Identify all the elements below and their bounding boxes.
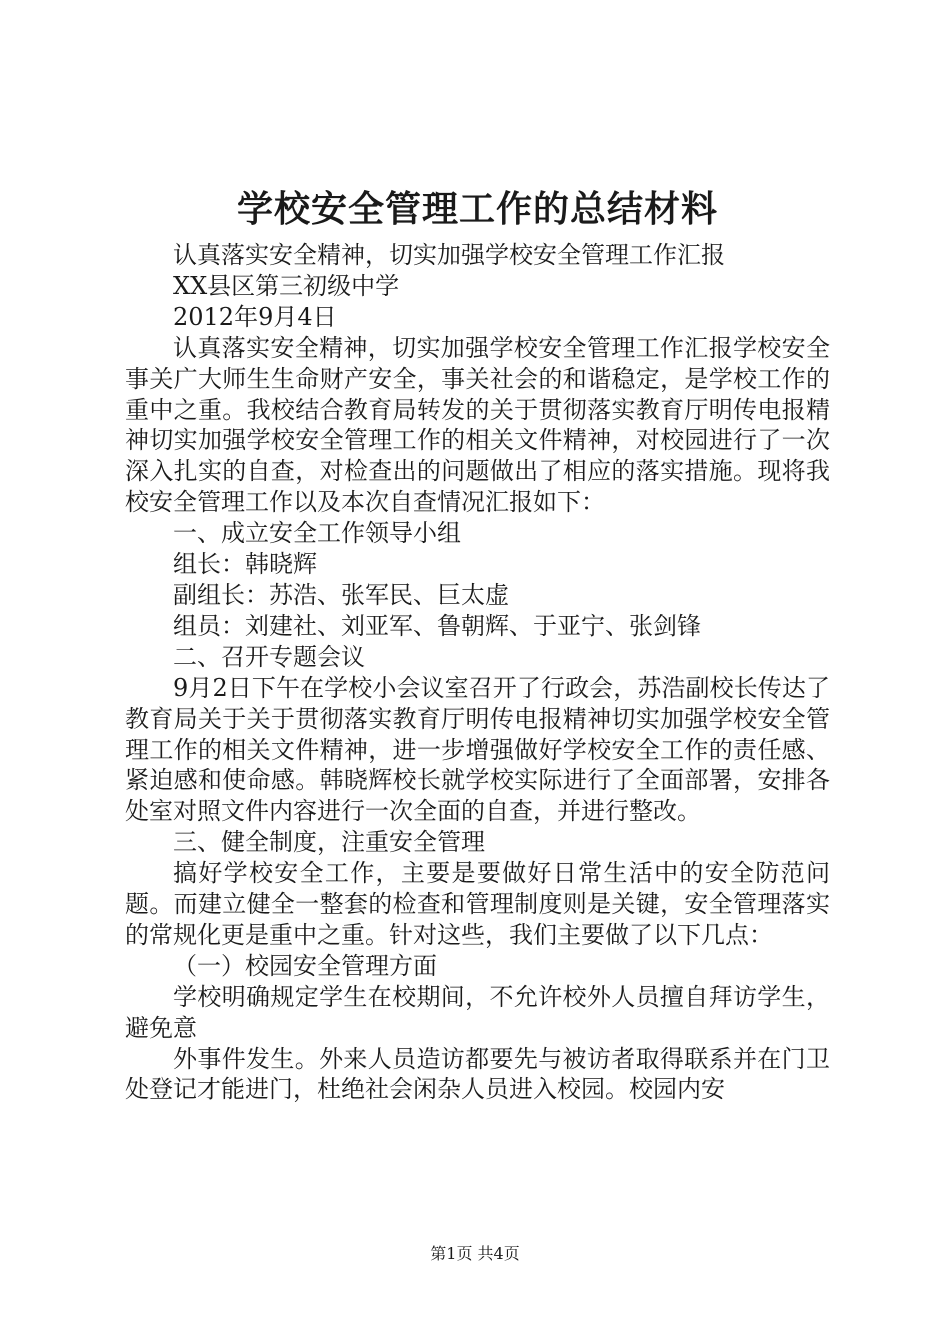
heading-subsection-1: （一）校园安全管理方面 bbox=[173, 951, 437, 980]
document-title: 学校安全管理工作的总结材料 bbox=[236, 188, 718, 230]
paragraph-members: 组员：刘建社、刘亚军、鲁朝辉、于亚宁、张剑锋 bbox=[173, 611, 701, 640]
paragraph-intro: 认真落实安全精神，切实加强学校安全管理工作汇报学校安全事关广大师生生命财产安全，事关社会的和谐稳定，是学校工作的重中之重。我校结合教育局转发的关于贯彻落实教育厅明传电报精神切实加强学校安全管理工作的相关文件精神，对校园进行了一次深入扎实的自查，对检查出的问题做出了相应的落实措施。现将我校安全管理工作以及本次自查情况汇报如下： bbox=[125, 333, 830, 517]
document-page bbox=[125, 180, 830, 1105]
paragraph-visitor-registration: 外事件发生。外来人员造访都要先与被访者取得联系并在门卫处登记才能进门，杜绝社会闲杂人员进入校园。校园内安 bbox=[125, 1044, 830, 1104]
heading-section-1: 一、成立安全工作领导小组 bbox=[173, 519, 461, 548]
paragraph-deputy-leaders: 副组长：苏浩、张军民、巨太虚 bbox=[173, 580, 509, 609]
paragraph-subtitle: 认真落实安全精神，切实加强学校安全管理工作汇报 bbox=[173, 241, 725, 269]
heading-section-3: 三、健全制度，注重安全管理 bbox=[173, 828, 485, 857]
heading-section-2: 二、召开专题会议 bbox=[173, 642, 365, 671]
page-number-footer: 第1页 共4页 bbox=[430, 1244, 520, 1263]
paragraph-safety-work: 搞好学校安全工作，主要是要做好日常生活中的安全防范问题。而建立健全一整套的检查和管理制度则是关键，安全管理落实的常规化更是重中之重。针对这些，我们主要做了以下几点： bbox=[125, 859, 830, 949]
paragraph-meeting: 9月2日下午在学校小会议室召开了行政会，苏浩副校长传达了教育局关于关于贯彻落实教育厅明传电报精神切实加强学校安全管理工作的相关文件精神，进一步增强做好学校安全工作的责任感、紧迫感和使命感。韩晓辉校长就学校实际进行了全面部署，安排各处室对照文件内容进行一次全面的自查，并进行整改。 bbox=[125, 673, 830, 826]
paragraph-school: XX县区第三初级中学 bbox=[173, 271, 400, 300]
paragraph-leader: 组长：韩晓辉 bbox=[173, 550, 317, 579]
paragraph-visitor-rule: 学校明确规定学生在校期间，不允许校外人员擅自拜访学生，避免意 bbox=[125, 982, 830, 1042]
paragraph-date: 2012年9月4日 bbox=[173, 302, 337, 331]
